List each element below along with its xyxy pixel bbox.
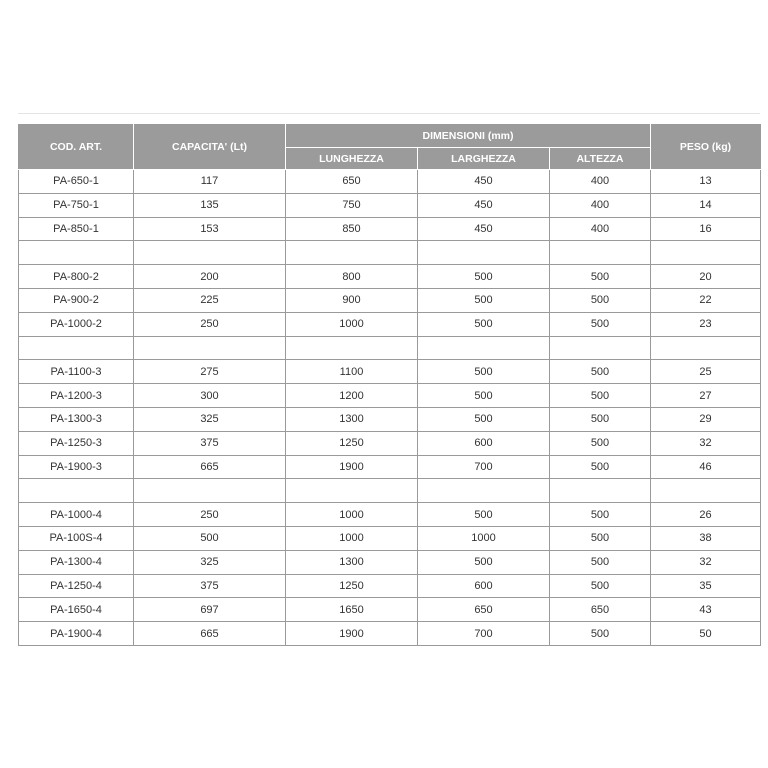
- cell-code: [19, 479, 134, 503]
- cell-weight: 32: [651, 550, 761, 574]
- table-row: [19, 265, 761, 289]
- cell-capacity: 250: [134, 503, 286, 527]
- cell-width: 500: [418, 312, 550, 336]
- cell-length: [286, 479, 418, 503]
- cell-width: 500: [418, 288, 550, 312]
- cell-length: 750: [286, 193, 418, 217]
- top-divider: [18, 113, 760, 114]
- cell-weight: [651, 241, 761, 265]
- cell-width: 500: [418, 384, 550, 408]
- cell-height: 500: [550, 407, 651, 431]
- cell-code: PA-1250-4: [19, 574, 134, 598]
- cell-code: PA-100S-4: [19, 526, 134, 550]
- cell-length: 1300: [286, 550, 418, 574]
- cell-code: PA-1250-3: [19, 431, 134, 455]
- cell-weight: 50: [651, 622, 761, 646]
- table-row: [19, 574, 761, 598]
- cell-height: 500: [550, 265, 651, 289]
- cell-code: PA-1300-4: [19, 550, 134, 574]
- cell-height: 500: [550, 574, 651, 598]
- table-row: [19, 384, 761, 408]
- cell-width: 650: [418, 598, 550, 622]
- table-row: [19, 598, 761, 622]
- cell-weight: 13: [651, 170, 761, 194]
- cell-height: [550, 241, 651, 265]
- cell-capacity: 200: [134, 265, 286, 289]
- cell-code: PA-1900-3: [19, 455, 134, 479]
- cell-width: 1000: [418, 526, 550, 550]
- table-row: [19, 312, 761, 336]
- header-height: ALTEZZA: [550, 148, 651, 170]
- cell-height: 500: [550, 360, 651, 384]
- cell-capacity: [134, 479, 286, 503]
- cell-height: 500: [550, 455, 651, 479]
- cell-length: 1250: [286, 574, 418, 598]
- cell-capacity: 153: [134, 217, 286, 241]
- cell-length: 1000: [286, 312, 418, 336]
- cell-length: 1000: [286, 526, 418, 550]
- table-row: [19, 526, 761, 550]
- cell-width: 700: [418, 455, 550, 479]
- cell-height: 500: [550, 288, 651, 312]
- cell-weight: 43: [651, 598, 761, 622]
- cell-weight: 22: [651, 288, 761, 312]
- cell-length: 1650: [286, 598, 418, 622]
- cell-length: [286, 241, 418, 265]
- cell-capacity: 375: [134, 574, 286, 598]
- header-row-top: [19, 125, 761, 148]
- cell-capacity: 300: [134, 384, 286, 408]
- cell-code: PA-800-2: [19, 265, 134, 289]
- cell-height: [550, 336, 651, 360]
- cell-length: [286, 336, 418, 360]
- cell-weight: 35: [651, 574, 761, 598]
- cell-capacity: [134, 241, 286, 265]
- cell-capacity: 325: [134, 407, 286, 431]
- cell-code: PA-650-1: [19, 170, 134, 194]
- cell-capacity: 325: [134, 550, 286, 574]
- header-weight: PESO (kg): [651, 125, 761, 170]
- cell-weight: 27: [651, 384, 761, 408]
- cell-length: 850: [286, 217, 418, 241]
- cell-length: 900: [286, 288, 418, 312]
- product-spec-table: [18, 124, 761, 646]
- cell-code: [19, 336, 134, 360]
- cell-code: PA-1000-4: [19, 503, 134, 527]
- header-width: LARGHEZZA: [418, 148, 550, 170]
- cell-width: [418, 241, 550, 265]
- table-row: [19, 170, 761, 194]
- cell-capacity: 500: [134, 526, 286, 550]
- cell-length: 1100: [286, 360, 418, 384]
- cell-code: PA-900-2: [19, 288, 134, 312]
- cell-capacity: 117: [134, 170, 286, 194]
- table-row: [19, 217, 761, 241]
- cell-capacity: 135: [134, 193, 286, 217]
- cell-weight: 20: [651, 265, 761, 289]
- cell-width: 500: [418, 407, 550, 431]
- cell-width: 700: [418, 622, 550, 646]
- cell-length: 1900: [286, 455, 418, 479]
- cell-width: 500: [418, 360, 550, 384]
- cell-weight: 23: [651, 312, 761, 336]
- cell-weight: 14: [651, 193, 761, 217]
- cell-capacity: [134, 336, 286, 360]
- cell-length: 1200: [286, 384, 418, 408]
- cell-length: 800: [286, 265, 418, 289]
- cell-height: 400: [550, 193, 651, 217]
- cell-code: PA-750-1: [19, 193, 134, 217]
- spacer-row: [19, 241, 761, 265]
- cell-height: 500: [550, 312, 651, 336]
- cell-weight: 26: [651, 503, 761, 527]
- table-row: [19, 503, 761, 527]
- table-body: [19, 170, 761, 646]
- cell-length: 1250: [286, 431, 418, 455]
- header-capacity: CAPACITA' (Lt): [134, 125, 286, 170]
- table-row: [19, 431, 761, 455]
- cell-width: 600: [418, 574, 550, 598]
- cell-weight: 32: [651, 431, 761, 455]
- spacer-row: [19, 336, 761, 360]
- table-row: [19, 193, 761, 217]
- cell-height: 500: [550, 526, 651, 550]
- table-row: [19, 455, 761, 479]
- cell-capacity: 275: [134, 360, 286, 384]
- table-row: [19, 288, 761, 312]
- cell-code: [19, 241, 134, 265]
- cell-code: PA-1900-4: [19, 622, 134, 646]
- cell-height: 400: [550, 217, 651, 241]
- cell-length: 650: [286, 170, 418, 194]
- table-row: [19, 360, 761, 384]
- cell-width: 500: [418, 265, 550, 289]
- cell-code: PA-1000-2: [19, 312, 134, 336]
- table-row: [19, 622, 761, 646]
- cell-capacity: 665: [134, 455, 286, 479]
- table-row: [19, 550, 761, 574]
- cell-weight: 38: [651, 526, 761, 550]
- cell-height: 400: [550, 170, 651, 194]
- cell-capacity: 250: [134, 312, 286, 336]
- cell-length: 1000: [286, 503, 418, 527]
- cell-code: PA-850-1: [19, 217, 134, 241]
- table-row: [19, 407, 761, 431]
- cell-capacity: 665: [134, 622, 286, 646]
- cell-width: 450: [418, 170, 550, 194]
- cell-height: [550, 479, 651, 503]
- cell-width: 500: [418, 550, 550, 574]
- cell-code: PA-1300-3: [19, 407, 134, 431]
- cell-weight: [651, 479, 761, 503]
- cell-weight: [651, 336, 761, 360]
- cell-height: 500: [550, 384, 651, 408]
- cell-weight: 46: [651, 455, 761, 479]
- spacer-row: [19, 479, 761, 503]
- cell-weight: 25: [651, 360, 761, 384]
- cell-length: 1900: [286, 622, 418, 646]
- cell-capacity: 225: [134, 288, 286, 312]
- cell-height: 650: [550, 598, 651, 622]
- cell-height: 500: [550, 550, 651, 574]
- header-code: COD. ART.: [19, 125, 134, 170]
- cell-capacity: 697: [134, 598, 286, 622]
- cell-weight: 16: [651, 217, 761, 241]
- cell-height: 500: [550, 503, 651, 527]
- cell-width: [418, 336, 550, 360]
- cell-code: PA-1650-4: [19, 598, 134, 622]
- cell-width: [418, 479, 550, 503]
- cell-width: 450: [418, 193, 550, 217]
- header-length: LUNGHEZZA: [286, 148, 418, 170]
- cell-length: 1300: [286, 407, 418, 431]
- cell-width: 600: [418, 431, 550, 455]
- cell-weight: 29: [651, 407, 761, 431]
- cell-width: 500: [418, 503, 550, 527]
- cell-width: 450: [418, 217, 550, 241]
- cell-height: 500: [550, 431, 651, 455]
- cell-code: PA-1100-3: [19, 360, 134, 384]
- cell-height: 500: [550, 622, 651, 646]
- header-dimensions: DIMENSIONI (mm): [286, 125, 651, 148]
- cell-code: PA-1200-3: [19, 384, 134, 408]
- cell-capacity: 375: [134, 431, 286, 455]
